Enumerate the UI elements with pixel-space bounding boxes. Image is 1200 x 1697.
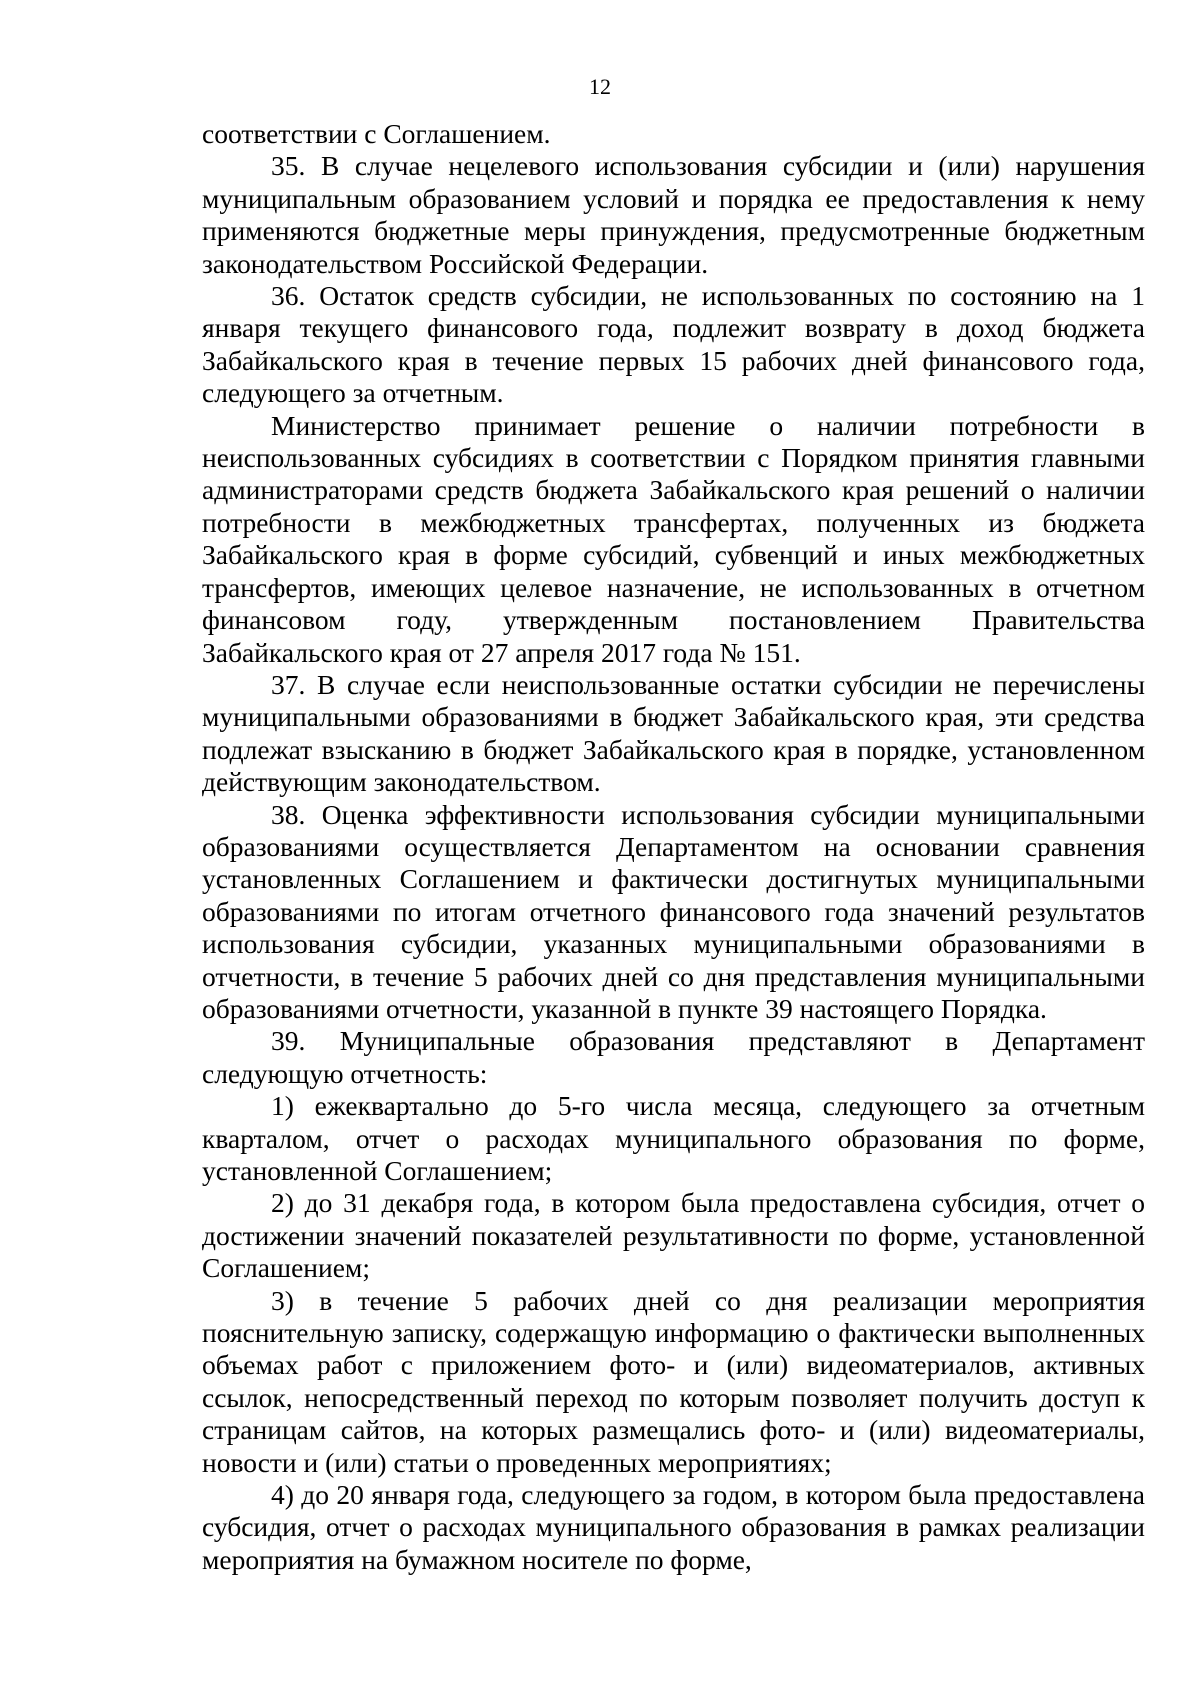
paragraph-39: 39. Муниципальные образования представляют в Департамент следующую отчетность: [202, 1025, 1145, 1089]
list-item-4: 4) до 20 января года, следующего за годом, в котором была предоставлена субсидия, отчет о расходах муниципального образования в рамках реализации мероприятия на бумажном носителе по форме, [202, 1479, 1145, 1575]
page-number: 12 [589, 74, 611, 99]
paragraph-35: 35. В случае нецелевого использования субсидии и (или) нарушения муниципальным образованием условий и порядка ее предоставления к нему применяются бюджетные меры принуждения, предусмотренные бюджетным законодательством Российской Федерации. [202, 150, 1145, 279]
document-body [202, 118, 1145, 1576]
paragraph-continuation: соответствии с Соглашением. [202, 118, 551, 149]
paragraph-36: 36. Остаток средств субсидии, не использованных по состоянию на 1 января текущего финансового года, подлежит возврату в доход бюджета Забайкальского края в течение первых 15 рабочих дней финансового года, следующего за отчетным. [202, 280, 1145, 409]
paragraph-37: 37. В случае если неиспользованные остатки субсидии не перечислены муниципальными образованиями в бюджет Забайкальского края, эти средства подлежат взысканию в бюджет Забайкальского края в порядке, установленном действующим законодательством. [202, 668, 1145, 798]
list-item-2: 2) до 31 декабря года, в котором была предоставлена субсидия, отчет о достижении значений показателей результативности по форме, установленной Соглашением; [202, 1187, 1145, 1284]
list-item-1: 1) ежеквартально до 5-го числа месяца, следующего за отчетным кварталом, отчет о расходах муниципального образования по форме, установленной Соглашением; [202, 1090, 1145, 1186]
list-item-3: 3) в течение 5 рабочих дней со дня реализации мероприятия пояснительную записку, содержащую информацию о фактически выполненных объемах работ с приложением фото- и (или) видеоматериалов, активных ссылок, непосредственный переход по которым позволяет получить доступ к страницам сайтов, на которых размещались фото- и (или) видеоматериалы, новости и (или) статьи о проведенных мероприятиях; [202, 1284, 1145, 1478]
paragraph-38: 38. Оценка эффективности использования субсидии муниципальными образованиями осуществляется Департаментом на основании сравнения установленных Соглашением и фактически достигнутых муниципальными образованиями по итогам отчетного финансового года значений результатов использования субсидии, указанных муниципальными образованиями в отчетности, в течение 5 рабочих дней со дня представления муниципальными образованиями отчетности, указанной в пункте 39 настоящего Порядка. [202, 798, 1145, 1024]
paragraph-ministry-decision: Министерство принимает решение о наличии потребности в неиспользованных субсидиях в соответствии с Порядком принятия главными администраторами средств бюджета Забайкальского края решений о наличии потребности в межбюджетных трансфертах, полученных из бюджета Забайкальского края в форме субсидий, субвенций и иных межбюджетных трансфертов, имеющих целевое назначение, не использованных в отчетном финансовом году, утвержденным постановлением Правительства Забайкальского края от 27 апреля 2017 года № 151. [202, 409, 1145, 668]
